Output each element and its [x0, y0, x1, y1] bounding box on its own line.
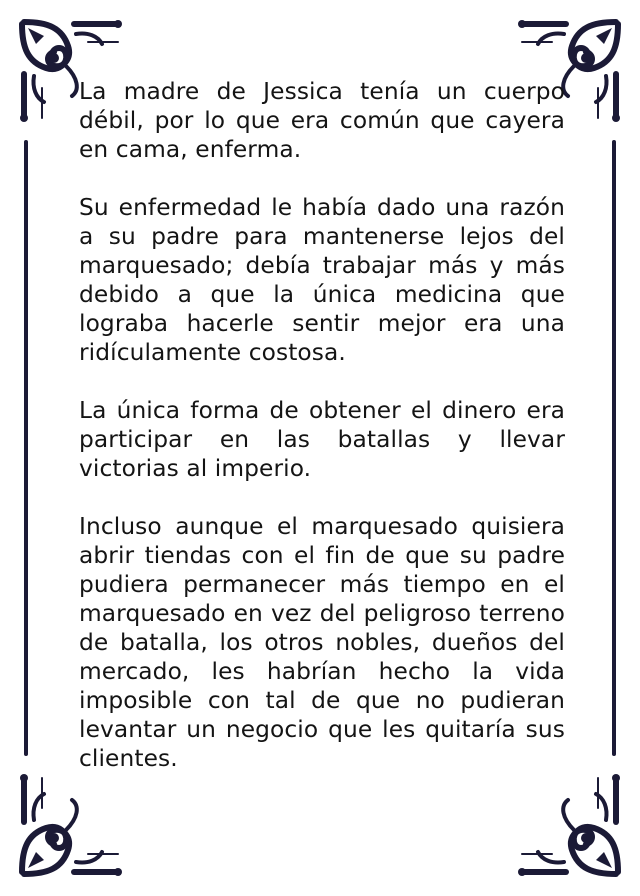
paragraph-4: Incluso aunque el marquesado quisiera abrir tiendas con el fin de que su padre pudiera permanecer más tiempo en el marquesado en vez del peligroso terreno de batalla, los otros nobles, dueños del mercado, les habrían hecho la vida imposible con tal de que no pudieran levantar un negocio que les quitaría sus clientes. — [79, 513, 565, 772]
scroll-flourish-icon — [512, 768, 622, 878]
frame-border-right — [612, 140, 616, 756]
corner-ornament-bottom-right — [512, 768, 622, 878]
corner-ornament-bottom-left — [18, 768, 128, 878]
paragraph-1: La madre de Jessica tenía un cuerpo débil, por lo que era común que cayera en cama, enferma. — [79, 78, 565, 163]
story-text — [79, 77, 565, 773]
paragraph-2: Su enfermedad le había dado una razón a su padre para mantenerse lejos del marquesado; debía trabajar más y más debido a que la única medicina que lograba hacerle sentir mejor era una ridículamente costosa. — [79, 194, 565, 366]
paragraph-3: La única forma de obtener el dinero era participar en las batallas y llevar victorias al imperio. — [79, 397, 565, 482]
scroll-flourish-icon — [18, 768, 128, 878]
frame-border-left — [24, 140, 28, 756]
